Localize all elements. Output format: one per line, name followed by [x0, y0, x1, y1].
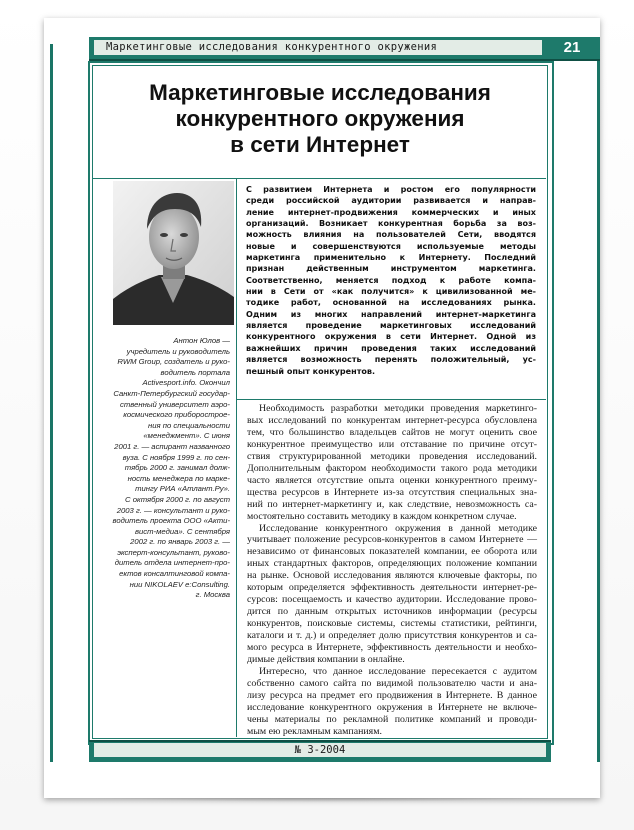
body-line: независимо от финансовых показателей компании, ее оборота или: [247, 546, 537, 558]
lead-line: можность влияния на пользователей Сети, вводятся: [246, 230, 536, 240]
page-frame-left: [50, 44, 53, 762]
body-line: которым определяется эффективность деятельности интернет-ре-: [247, 582, 537, 594]
caption-line: ность менеджера по марке-: [127, 473, 230, 483]
lead-line: организаций. Возникает конкурентная борьба за воз-: [246, 219, 536, 229]
lead-line: нии в Сети от «как получится» к цивилизованной ме-: [246, 287, 536, 297]
caption-line: вист-медиа». С сентября: [135, 526, 230, 536]
lead-line: тодике работ, основанной на исследованиях рынка.: [246, 298, 536, 308]
body-line: мым ею рекламным кампаниям.: [247, 725, 382, 737]
author-caption: [104, 336, 230, 601]
body-line: на рынке. Основой исследования являются ключевые факторы, по: [247, 570, 537, 582]
lead-paragraph: [246, 184, 536, 377]
caption-line: тябрь 2000 г. занимал долж-: [124, 463, 230, 473]
caption-line: «менеджмент». С июня: [143, 431, 230, 441]
author-photo: [113, 181, 234, 325]
lead-line: пешный опыт конкурентов.: [246, 366, 376, 376]
lead-line: новые и совершенствуются используемые методы: [246, 241, 536, 251]
caption-line: Антон Юлов —: [173, 336, 230, 345]
body-line: ствия структурированной методики проведения исследований.: [247, 450, 537, 462]
body-line: мого ресурса в Интернете, эффективность деятельности и необхо-: [247, 642, 537, 654]
caption-line: ния по специальности: [147, 420, 230, 430]
body-line: конкурентов, поисковые системы, системы статистики, рейтинги,: [247, 618, 537, 630]
caption-line: ектов консалтинговой компа-: [119, 569, 230, 579]
body-line: сурсов: посещаемость и качество аудитории. Исследование прово-: [247, 594, 537, 606]
page-number: 21: [563, 39, 581, 56]
caption-line: эксперт-консультант, руково-: [117, 547, 230, 557]
body-line: чены материалы по рекламной политике компаний и проводи-: [247, 713, 537, 725]
article-body: [247, 403, 537, 738]
caption-line: С октября 2000 г. по август: [125, 494, 230, 504]
body-line: ний по интернет-маркетингу и, как следствие, невозможность са-: [247, 498, 537, 510]
running-title: Маркетинговые исследования конкурентного окружения: [94, 40, 542, 55]
caption-line: Activesport.info. Окончил: [142, 378, 230, 388]
title-line: конкурентного окружения: [175, 106, 465, 131]
caption-line: учредитель и руководитель: [126, 346, 230, 356]
caption-line: космического приборострое-: [123, 410, 230, 420]
body-line: каталоги и т. д.) и определяет долю присутствия конкурентов и са-: [247, 630, 537, 642]
issue-number: № 3-2004: [94, 743, 546, 757]
article-title: [96, 80, 544, 158]
author-portrait-icon: [113, 181, 234, 325]
body-line: димые действия компании в онлайне.: [247, 654, 405, 666]
lead-line: среди российской аудитории развивается и направ-: [246, 196, 536, 206]
caption-line: ственный университет аэро-: [120, 399, 230, 409]
body-line: исследование конкурентного окружения в Интернете не включе-: [247, 701, 537, 713]
caption-line: 2002 г. по январь 2003 г. —: [130, 537, 230, 547]
caption-line: нии NIKOLAEV e:Consulting.: [129, 579, 230, 589]
caption-line: Санкт-Петербургский государ-: [113, 388, 230, 398]
lead-line: Одним из многих направлений интернет-маркетинга: [246, 309, 536, 319]
body-line: собственно самого сайта по видимой пользователю части и ана-: [247, 677, 537, 689]
caption-line: 2003 г. — консультант и руко-: [116, 505, 230, 515]
body-line: учитывает положение ресурсов-конкурентов в самом Интернете —: [247, 534, 537, 546]
title-line: Маркетинговые исследования: [149, 80, 491, 105]
caption-line: 2001 г. — аспирант названного: [114, 441, 230, 451]
body-line: дится по данным открытых источников информации (ресурсы: [247, 606, 537, 618]
body-line: часто является отсутствие опыта оценки конкурентного преиму-: [247, 474, 537, 486]
body-line: Дополнительным фактором необходимости такого рода методики: [247, 462, 537, 474]
title-divider: [93, 178, 546, 179]
body-line: конкурентное преимущество или отставание по причине отсут-: [247, 438, 537, 450]
body-line: тем, что большинство владельцев сайтов не могут оценить свое: [247, 426, 537, 438]
page-frame-right: [597, 44, 600, 762]
caption-line: вуза. С ноября 1999 г. по сен-: [122, 452, 230, 462]
lead-line: С развитием Интернета и ростом его популярности: [246, 185, 536, 194]
body-line: мостоятельно составить методику в каждом конкретном случае.: [247, 510, 517, 522]
lead-line: является возможность перенять положительный, ус-: [246, 355, 536, 365]
lead-line: маркетинга применительно к Интернету. Последний: [246, 253, 536, 263]
body-line: Исследование конкурентного окружения в данной методике: [259, 522, 537, 534]
body-line: Необходимость разработки методики проведения маркетинго-: [259, 403, 537, 414]
lead-line: ление интернет-продвижения коммерческих и иных: [246, 207, 536, 217]
lead-divider: [237, 399, 546, 400]
column-divider: [236, 178, 237, 737]
body-line: Интересно, что данное исследование пересекается с аудитом: [259, 665, 537, 677]
lead-line: Соответственно, меняется подход к работе компа-: [246, 275, 536, 285]
lead-line: конкурентного окружения в сети Интернет. Одной из: [246, 332, 536, 342]
lead-line: важнейших причин проведения таких исследований: [246, 343, 536, 353]
body-line: иных стандартных факторов, определяющих положение компании: [247, 558, 537, 570]
caption-line: г. Москва: [195, 590, 230, 600]
caption-line: RWM Group, создатель и руко-: [117, 357, 230, 367]
title-line: в сети Интернет: [230, 132, 410, 157]
caption-line: водитель проекта ООО «Акти-: [112, 516, 230, 526]
caption-line: водитель портала: [160, 367, 230, 377]
caption-line: дитель отдела интернет-про-: [114, 558, 230, 568]
body-line: щества ресурсов в Интернете из-за отсутствия специальных зна-: [247, 486, 537, 498]
lead-line: является проведение маркетинговых исследований: [246, 321, 536, 331]
caption-line: тингу РИА «Атлант.Ру».: [135, 484, 230, 494]
body-line: вых исследований по конкурентам интернет-ресурса обусловлена: [247, 414, 537, 426]
lead-line: признан действенным инструментом маркетинга.: [246, 264, 536, 274]
body-line: лизу ресурса на предмет его продвижения в Интернете. В данное: [247, 689, 537, 701]
